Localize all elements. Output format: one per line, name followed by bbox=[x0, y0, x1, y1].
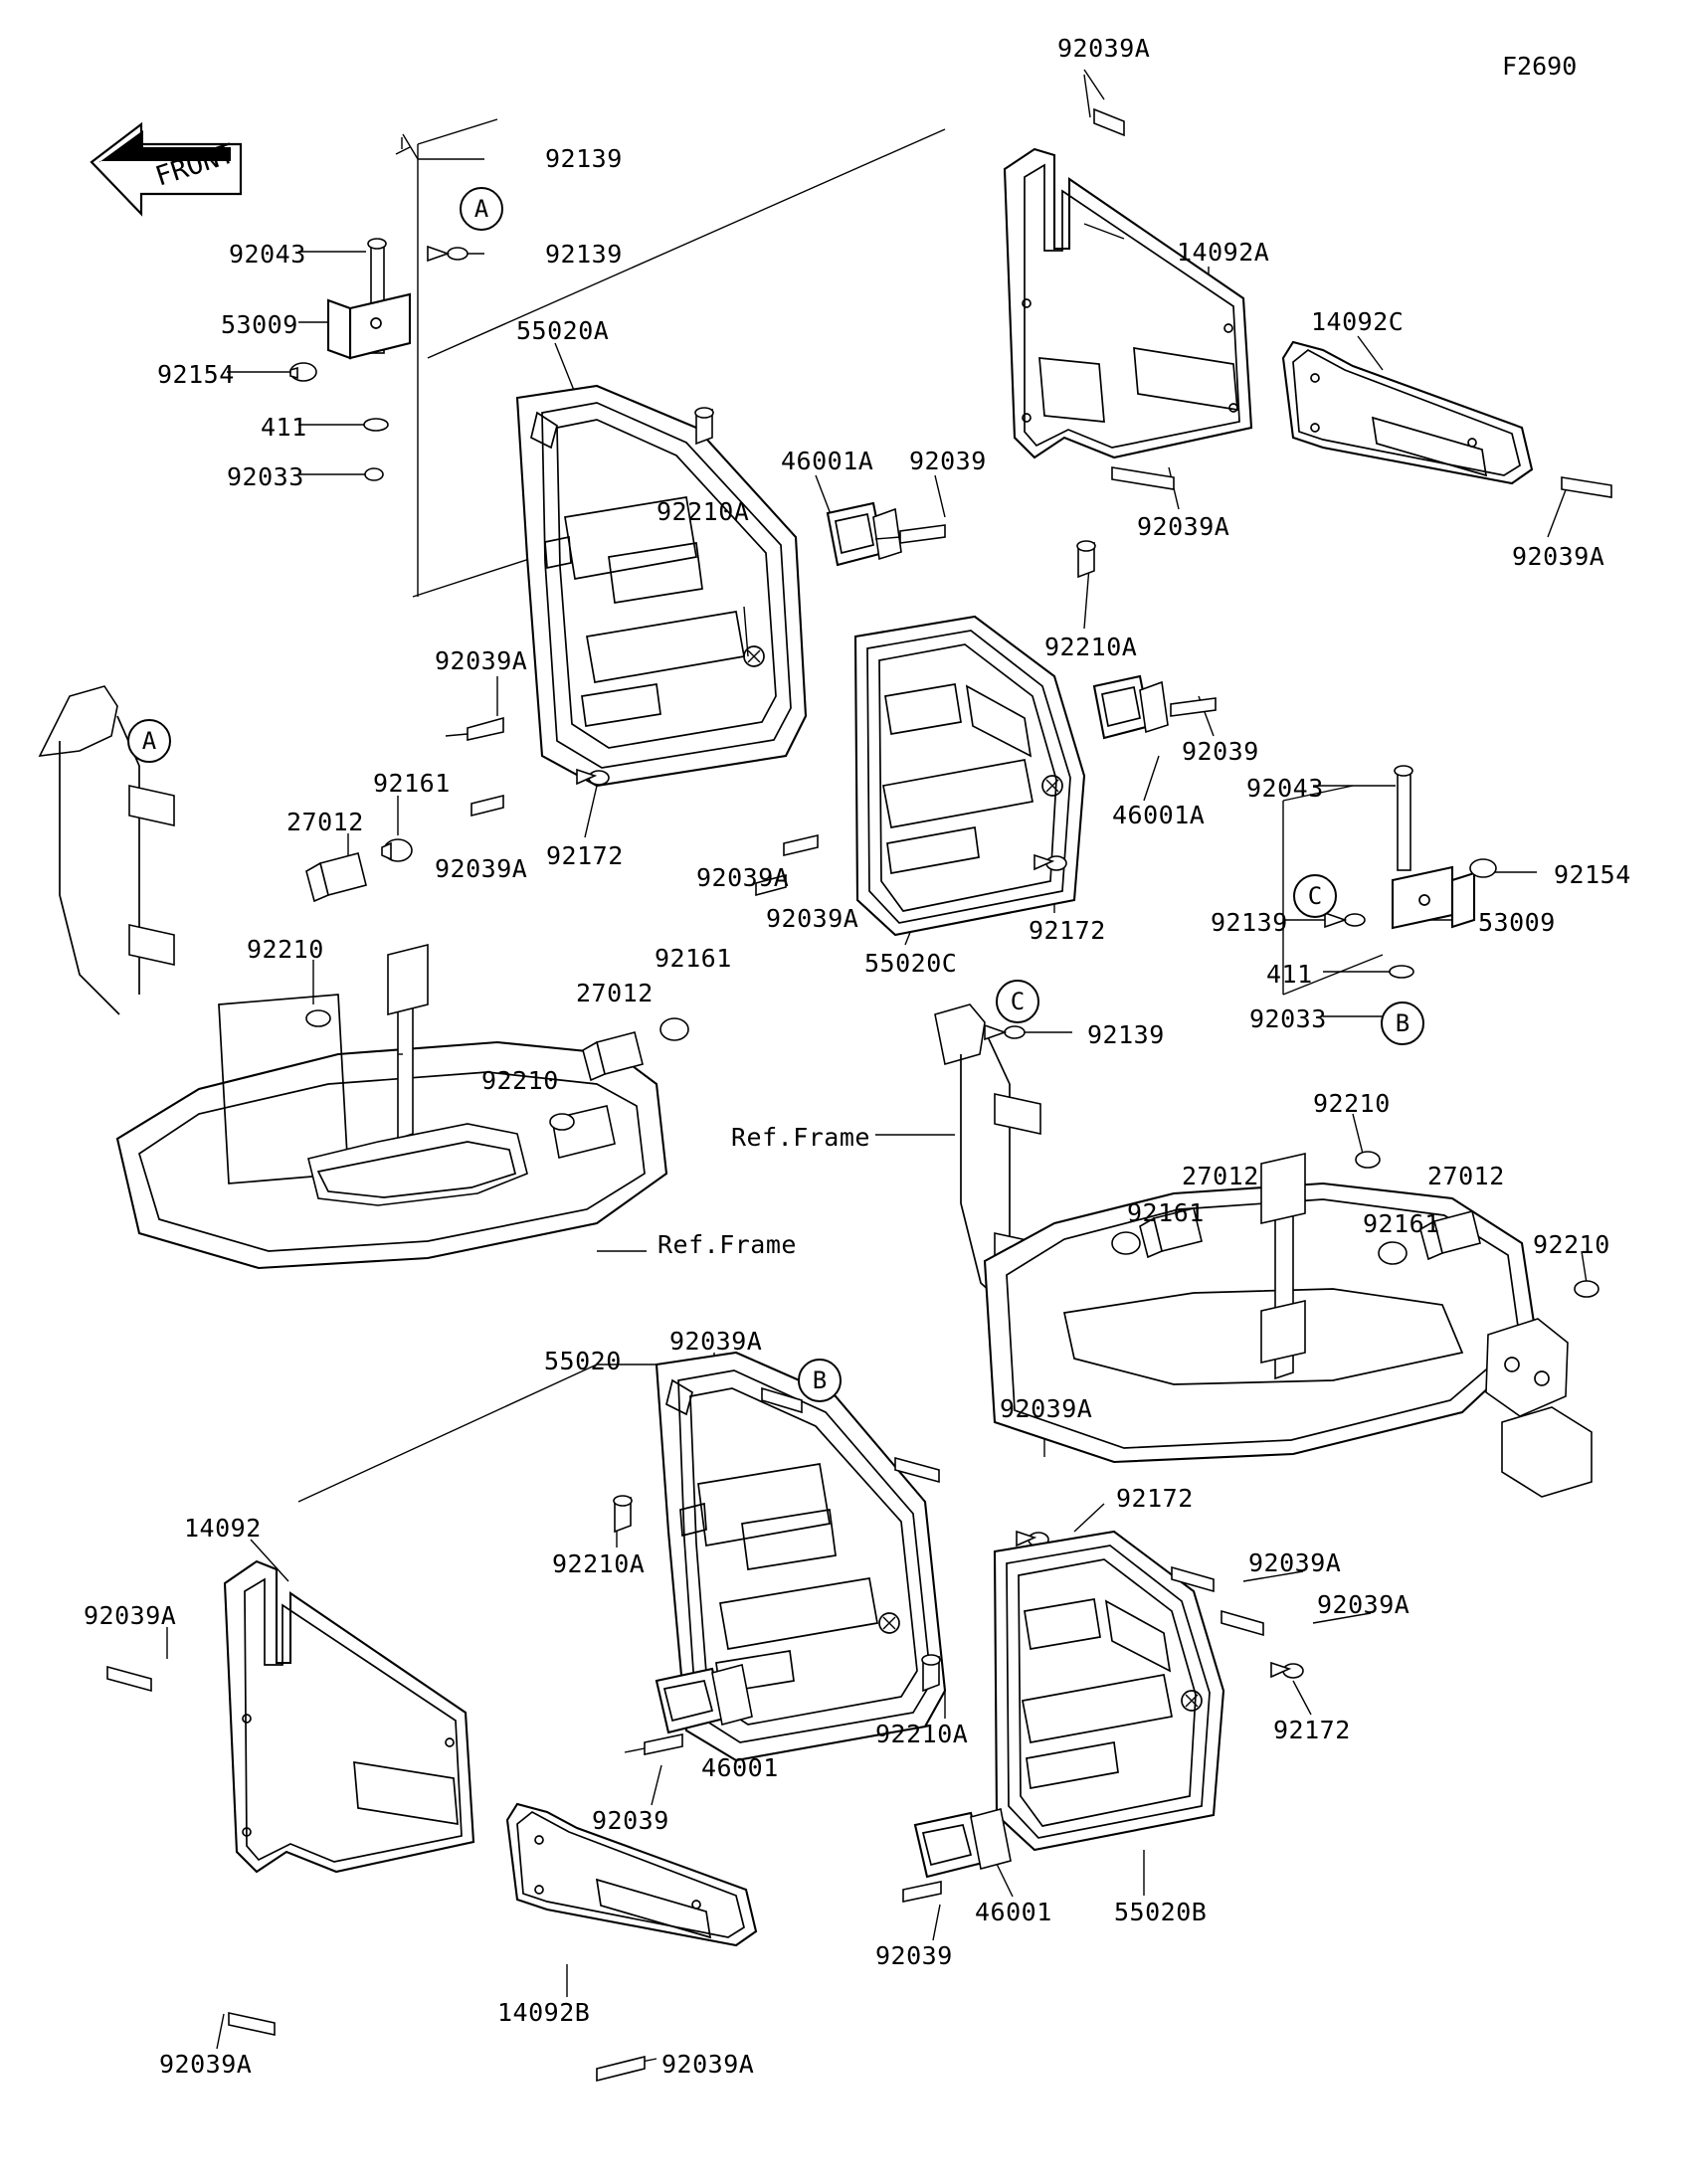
callout-letter: A bbox=[141, 727, 157, 755]
callout-circle-b-lower bbox=[798, 1359, 842, 1402]
part-label-92154-2: 92154 bbox=[1554, 860, 1631, 889]
part-label-55020B: 55020B bbox=[1114, 1898, 1208, 1926]
part-label-92039-1: 92039 bbox=[909, 447, 987, 475]
part-label-92210-1: 92210 bbox=[247, 935, 324, 964]
part-label-92039-3: 92039 bbox=[592, 1806, 669, 1835]
sheet-code: F2690 bbox=[1502, 52, 1578, 81]
part-label-27012-3: 27012 bbox=[1182, 1162, 1259, 1190]
part-label-92161-4: 92161 bbox=[1363, 1209, 1440, 1238]
ref-frame-right: Ref.Frame bbox=[731, 1123, 870, 1152]
part-label-92139-3: 92139 bbox=[1211, 908, 1288, 937]
part-label-92172-1: 92172 bbox=[546, 841, 624, 870]
part-label-92039A-13: 92039A bbox=[159, 2050, 253, 2079]
part-label-92210A-1: 92210A bbox=[657, 497, 750, 526]
part-label-92039A-7: 92039A bbox=[766, 904, 859, 933]
part-label-411-1: 411 bbox=[261, 413, 307, 442]
part-label-92210A-4: 92210A bbox=[875, 1720, 969, 1748]
part-label-92172-2: 92172 bbox=[1029, 916, 1106, 945]
part-label-92139-2: 92139 bbox=[545, 240, 623, 269]
part-label-92039A-2: 92039A bbox=[1137, 512, 1230, 541]
callout-letter: C bbox=[1010, 988, 1026, 1015]
ref-frame-left: Ref.Frame bbox=[658, 1230, 797, 1259]
part-label-92033-2: 92033 bbox=[1249, 1004, 1327, 1033]
callout-letter: B bbox=[812, 1366, 828, 1394]
part-label-92039A-9: 92039A bbox=[1000, 1394, 1093, 1423]
part-label-55020: 55020 bbox=[544, 1347, 622, 1375]
part-label-46001A-1: 46001A bbox=[781, 447, 874, 475]
part-label-92210-4: 92210 bbox=[1533, 1230, 1610, 1259]
part-label-411-2: 411 bbox=[1266, 960, 1313, 989]
part-label-92210A-3: 92210A bbox=[552, 1549, 646, 1578]
part-label-46001-1: 46001 bbox=[701, 1753, 779, 1782]
part-label-46001-2: 46001 bbox=[975, 1898, 1052, 1926]
part-label-92039A-6: 92039A bbox=[696, 863, 790, 892]
callout-letter: A bbox=[473, 195, 489, 223]
part-label-27012-2: 27012 bbox=[576, 979, 654, 1007]
part-label-92161-1: 92161 bbox=[373, 769, 451, 798]
callout-circle-b-right bbox=[1381, 1001, 1424, 1045]
part-label-55020A: 55020A bbox=[516, 316, 610, 345]
part-label-92039-2: 92039 bbox=[1182, 737, 1259, 766]
part-label-92033-1: 92033 bbox=[227, 462, 304, 491]
svg-text:FRONT: FRONT bbox=[151, 138, 239, 193]
part-label-92154-1: 92154 bbox=[157, 360, 235, 389]
part-label-92039A-3: 92039A bbox=[1512, 542, 1605, 571]
callout-circle-a-top bbox=[460, 187, 503, 231]
part-label-92039-4: 92039 bbox=[875, 1941, 953, 1970]
part-label-14092B: 14092B bbox=[497, 1998, 591, 2027]
part-label-55020C: 55020C bbox=[864, 949, 958, 978]
callout-letter: C bbox=[1307, 882, 1323, 910]
part-label-92161-3: 92161 bbox=[1127, 1198, 1205, 1227]
part-label-92039A-4: 92039A bbox=[435, 646, 528, 675]
part-label-92210A-2: 92210A bbox=[1044, 633, 1138, 661]
callout-letter: B bbox=[1395, 1009, 1410, 1037]
part-label-14092A: 14092A bbox=[1177, 238, 1270, 267]
part-label-92210-3: 92210 bbox=[1313, 1089, 1391, 1118]
part-label-92039A-1: 92039A bbox=[1057, 34, 1151, 63]
part-label-27012-1: 27012 bbox=[286, 808, 364, 836]
part-label-27012-4: 27012 bbox=[1427, 1162, 1505, 1190]
part-label-92039A-12: 92039A bbox=[84, 1601, 177, 1630]
part-label-92039A-8: 92039A bbox=[669, 1327, 763, 1356]
part-label-92139-1: 92139 bbox=[545, 144, 623, 173]
part-label-92039A-14: 92039A bbox=[661, 2050, 755, 2079]
part-label-92039A-11: 92039A bbox=[1317, 1590, 1410, 1619]
part-label-92172-3: 92172 bbox=[1116, 1484, 1194, 1513]
part-label-14092C: 14092C bbox=[1311, 307, 1405, 336]
callout-circle-a-left bbox=[127, 719, 171, 763]
part-label-92210-2: 92210 bbox=[481, 1066, 559, 1095]
part-label-92172-4: 92172 bbox=[1273, 1716, 1351, 1744]
part-label-46001A-2: 46001A bbox=[1112, 801, 1206, 829]
part-label-92039A-5: 92039A bbox=[435, 854, 528, 883]
part-label-92161-2: 92161 bbox=[655, 944, 732, 973]
part-label-92139-4: 92139 bbox=[1087, 1020, 1165, 1049]
part-label-92043-1: 92043 bbox=[229, 240, 306, 269]
part-label-92043-2: 92043 bbox=[1246, 774, 1324, 803]
callout-circle-c-right bbox=[1293, 874, 1337, 918]
part-label-53009-2: 53009 bbox=[1478, 908, 1556, 937]
callout-circle-c-center bbox=[996, 980, 1039, 1023]
part-label-53009-1: 53009 bbox=[221, 310, 298, 339]
part-label-14092: 14092 bbox=[184, 1514, 262, 1543]
part-label-92039A-10: 92039A bbox=[1248, 1548, 1342, 1577]
